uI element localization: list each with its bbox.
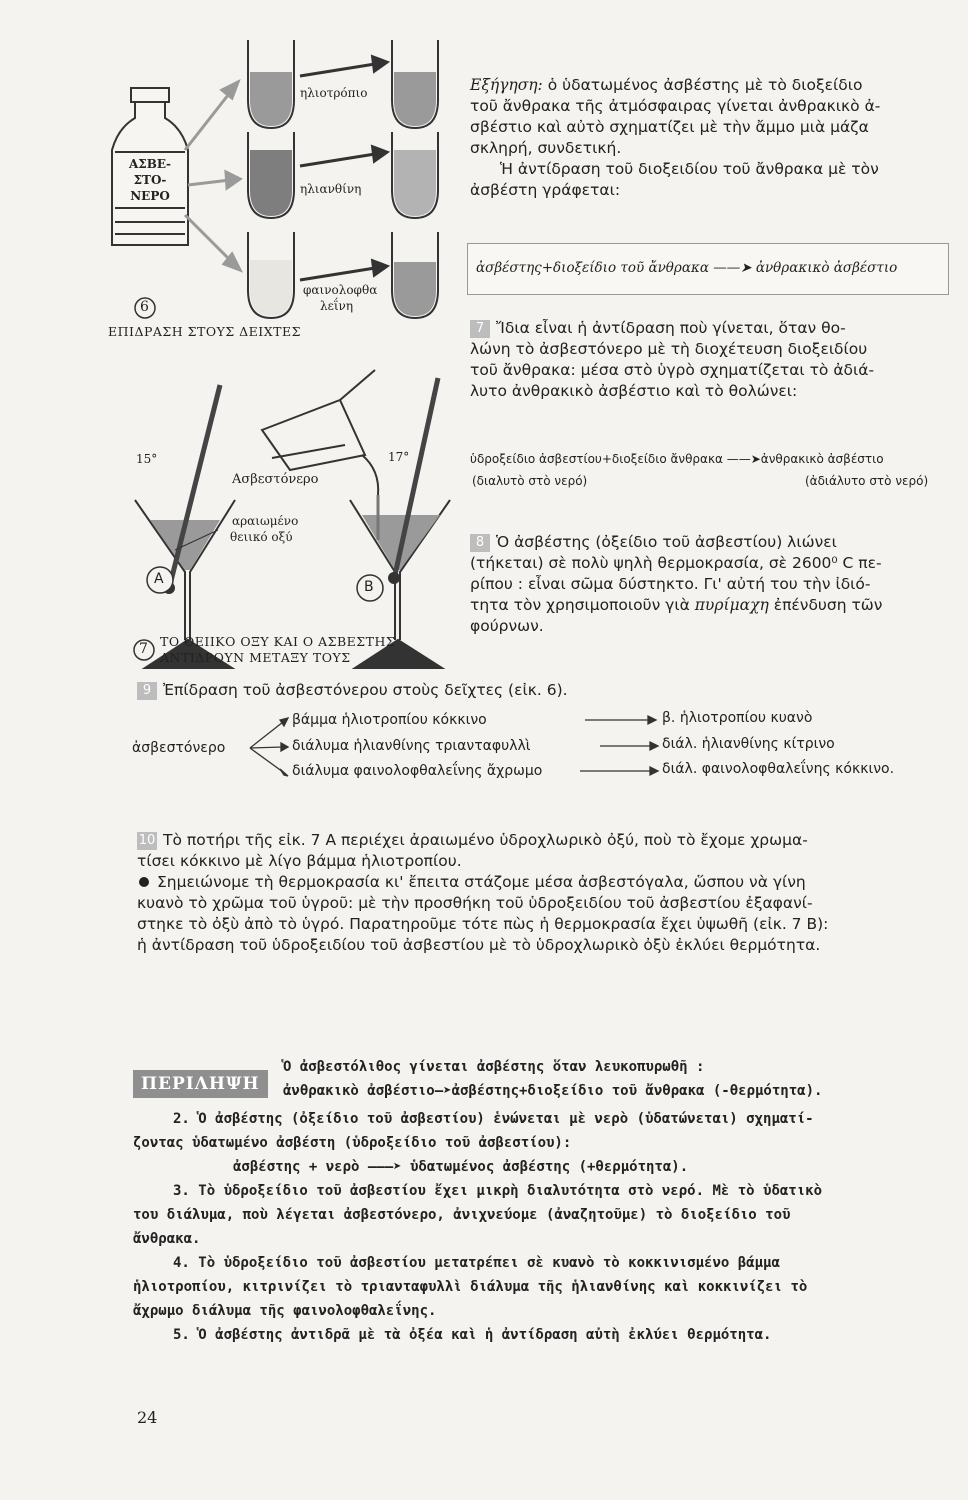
summary-tag: ΠΕΡΙΛΗΨΗ (133, 1070, 268, 1098)
figure-7-caption-2: ΑΝΤΙΔΡΟΥΝ ΜΕΤΑΞΥ ΤΟΥΣ (160, 650, 351, 665)
summary-line: ἄχρωμο διάλυμα τῆς φαινολοφθαλεΐνης. (133, 1303, 437, 1319)
acid-label-2: θειικό οξύ (230, 530, 293, 544)
section-8-line: τητα τὸν χρησιμοποιοῦν γιὰ (470, 596, 695, 614)
section-8-emphasis: πυρίμαχη (694, 596, 769, 614)
explanation-lead: Εξήγηση: (470, 76, 543, 94)
section-10 (137, 830, 962, 956)
summary-line: ἄνθρακα. (133, 1231, 201, 1247)
section-9-output-1: β. ἡλιοτροπίου κυανὸ (662, 710, 813, 726)
tube-label-litmus: ηλιοτρόπιο (300, 86, 368, 100)
section-7-number: 7 (470, 320, 490, 338)
figure-6-caption: ΕΠΙΔΡΑΣΗ ΣΤΟΥΣ ΔΕΙΧΤΕΣ (108, 324, 301, 339)
explanation-line: Ἡ ἀντίδραση τοῦ διοξειδίου τοῦ ἄνθρακα μὲ τὸν (500, 160, 879, 178)
summary-line: του διάλυμα, ποὺ λέγεται ἀσβεστόνερο, ἀνιχνεύομε (ἀναζητοῦμε) τὸ διοξείδιο τοῦ (133, 1207, 791, 1223)
acid-label-1: αραιωμένο (232, 514, 299, 528)
section-7-eq-left: (διαλυτὸ στὸ νερό) (472, 474, 588, 488)
bottle-label-line: ΝΕΡΟ (130, 189, 170, 203)
summary-line: Ὁ ἀσβεστόλιθος γίνεται ἀσβέστης ὅταν λευκοπυρωθῆ : (283, 1059, 705, 1075)
limewater-label: Ασβεστόνερο (232, 472, 319, 487)
explanation-line: τοῦ ἄνθρακα τῆς ἀτμόσφαιρας γίνεται ἀνθρακικὸ ἀ- (470, 97, 881, 115)
explanation-line: σκληρή, συνδετική. (470, 139, 622, 157)
section-9-reactant-1: βάμμα ἡλιοτροπίου κόκκινο (292, 712, 487, 728)
bottle-label-line: ΣΤΟ- (133, 173, 167, 187)
explanation-line: ὁ ὑδατωμένος ἀσβέστης μὲ τὸ διοξείδιο (547, 76, 863, 94)
tube-label-phenolphthalein-1: φαινολοφθα (303, 283, 378, 297)
summary-line: 2. Ὁ ἀσβέστης (ὀξείδιο τοῦ ἀσβεστίου) ἑνώνεται μὲ νερὸ (ὑδατώνεται) σχηματί- (173, 1111, 814, 1127)
page-number: 24 (137, 1408, 158, 1427)
section-7-eq-right: (ἀδιάλυτο στὸ νερό) (805, 474, 929, 488)
summary-line: ἀνθρακικὸ ἀσβέστιο—➤ἀσβέστης+διοξείδιο τοῦ ἄνθρακα (-θερμότητα). (283, 1083, 823, 1099)
section-7-line: τοῦ ἄνθρακα: μέσα στὸ ὑγρὸ σχηματίζεται τὸ ἀδιά- (470, 361, 875, 379)
summary-line: 5. Ὁ ἀσβέστης ἀντιδρᾶ μὲ τὰ ὀξέα καὶ ἡ ἀντίδραση αὐτὴ ἐκλύει θερμότητα. (173, 1327, 772, 1343)
temp-b: 17° (388, 450, 410, 464)
section-10-line: κυανὸ τὸ χρῶμα τοῦ ὑγροῦ: μὲ τὴν προσθήκη τοῦ ὑδροξειδίου τοῦ ἀσβεστίου ἐξαφανί- (137, 894, 813, 912)
section-9-title-text: Ἐπίδραση τοῦ ἀσβεστόνερου στοὺς δεῖχτες (εἰκ. 6). (163, 681, 568, 699)
section-8-line: φούρνων. (470, 617, 544, 635)
explanation-line: σβέστιο καὶ αὐτὸ σχηματίζει μὲ τὴν ἄμμο μιὰ μάζα (470, 118, 869, 136)
figure-7-number: 7 (139, 641, 148, 657)
section-7-line: λυτο ἀνθρακικὸ ἀσβέστιο καὶ τὸ θολώνει: (470, 382, 798, 400)
bottle-label-line: ΑΣΒΕ- (128, 157, 172, 171)
section-8-line: ἐπένδυση τῶν (768, 596, 883, 614)
beaker-b-label: B (364, 579, 374, 595)
section-9-reactant-3: διάλυμα φαινολοφθαλεΐνης ἄχρωμο (292, 763, 543, 779)
section-7-line: λώνη τὸ ἀσβεστόνερο μὲ τὴ διοχέτευση διοξειδίου (470, 340, 868, 358)
temp-a: 15° (136, 452, 158, 466)
bullet-icon (139, 877, 149, 887)
section-7-line: Ἴδια εἶναι ἡ ἀντίδραση ποὺ γίνεται, ὅταν θο- (496, 319, 846, 337)
tube-label-phenolphthalein-2: λεΐνη (320, 299, 354, 313)
summary-line: ἡλιοτροπίου, κιτρινίζει τὸ τριανταφυλλὶ διάλυμα τῆς ἡλιανθίνης καὶ κοκκινίζει τὸ (133, 1279, 808, 1295)
section-10-line: τίσει κόκκινο μὲ λίγο βάμμα ἡλιοτροπίου. (137, 852, 462, 870)
section-9-output-2: διάλ. ἡλιανθίνης κίτρινο (662, 736, 835, 752)
section-10-line: Τὸ ποτήρι τῆς εἰκ. 7 Α περιέχει ἀραιωμένο ὑδροχλωρικὸ ὀξύ, ποὺ τὸ ἔχομε χρωμα- (163, 831, 808, 849)
section-10-line: στηκε τὸ ὀξὺ ἀπὸ τὸ ὑγρό. Παρατηροῦμε τότε πὼς ἡ θερμοκρασία ἔχει ὑψωθῆ (εἰκ. 7 Β): (137, 915, 829, 933)
section-8-line: Ὁ ἀσβέστης (ὀξείδιο τοῦ ἀσβεστίου) λιώνει (496, 533, 837, 551)
beaker-a-label: A (154, 571, 164, 587)
section-7-equation: ὑδροξείδιο ἀσβεστίου+διοξείδιο ἄνθρακα ——➤ἀνθρακικὸ ἀσβέστιο (470, 452, 884, 466)
figure-7-caption-1: ΤΟ ΘΕΙΙΚΟ ΟΞΥ ΚΑΙ Ο ΑΣΒΕΣΤΗΣ (160, 634, 396, 649)
section-9-root: ἀσβεστόνερο (132, 740, 226, 756)
summary-line: ἀσβέστης + νερὸ ———➤ ὑδατωμένος ἀσβέστης (+θερμότητα). (233, 1159, 689, 1175)
section-10-line: ἡ ἀντίδραση τοῦ ὑδροξειδίου τοῦ ἀσβεστίου μὲ τὸ ὑδροχλωρικὸ ὀξὺ ἐκλύει θερμότητα. (137, 936, 821, 954)
summary (133, 1055, 963, 1347)
section-9-number: 9 (137, 682, 157, 700)
explanation-line: ἀσβέστη γράφεται: (470, 181, 621, 199)
section-10-number: 10 (138, 832, 156, 848)
section-8-number: 8 (470, 534, 490, 552)
section-8-line: (τήκεται) σὲ πολὺ ψηλὴ θερμοκρασία, σὲ 2600⁰ C πε- (470, 554, 882, 572)
section-9-output-3: διάλ. φαινολοφθαλεΐνης κόκκινο. (662, 761, 895, 777)
tube-label-methyl-orange: ηλιανθίνη (300, 182, 362, 196)
summary-line: 4. Τὸ ὑδροξείδιο τοῦ ἀσβεστίου μετατρέπει σὲ κυανὸ τὸ κοκκινισμένο βάμμα (173, 1255, 780, 1271)
summary-line: 3. Τὸ ὑδροξείδιο τοῦ ἀσβεστίου ἔχει μικρὴ διαλυτότητα στὸ νερό. Μὲ τὸ ὑδατικὸ (173, 1183, 823, 1199)
section-8-line: ρίπου : εἶναι σῶμα δύστηκτο. Γι' αὐτή του τὴν ἰδιό- (470, 575, 871, 593)
section-9-reactant-2: διάλυμα ἡλιανθίνης τριανταφυλλὶ (292, 738, 531, 754)
figure-6-number: 6 (140, 299, 149, 315)
section-10-line: Σημειώνομε τὴ θερμοκρασία κι' ἔπειτα στάζομε μέσα ἀσβεστόγαλα, ὥσπου νὰ γίνη (157, 873, 806, 891)
summary-line: ζοντας ὑδατωμένο ἀσβέστη (ὑδροξείδιο τοῦ ἀσβεστίου): (133, 1135, 572, 1151)
equation-1: ἀσβέστης+διοξείδιο τοῦ ἄνθρακα ——➤ ἀνθρακικὸ ἀσβέστιο (476, 260, 898, 276)
